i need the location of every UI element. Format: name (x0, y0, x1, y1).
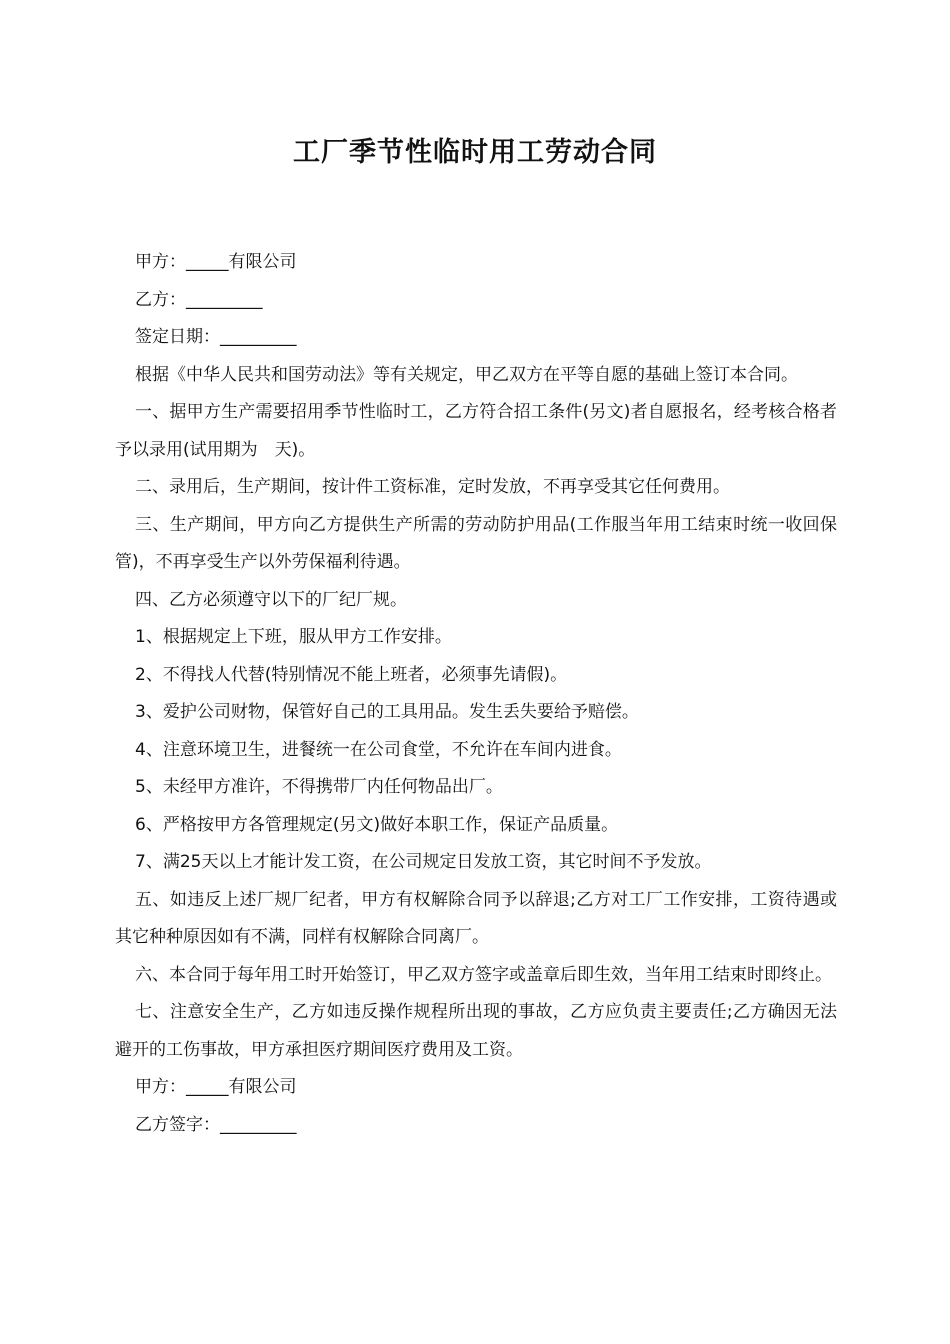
rule-item: 6、严格按甲方各管理规定(另文)做好本职工作，保证产品质量。 (135, 814, 619, 835)
signature-party-b: 乙方签字：_________ (135, 1114, 297, 1135)
signing-date-line: 签定日期：_________ (135, 327, 297, 347)
clause-7: 七、注意安全生产，乙方如违反操作规程所出现的事故，乙方应负责主要责任;乙方确因无法避开的工伤事故，甲方承担医疗期间医疗费用及工资。 (115, 1002, 837, 1060)
clause-2: 二、录用后，生产期间，按计件工资标准，定时发放，不再享受其它任何费用。 (135, 477, 730, 497)
party-a-line: 甲方：_____有限公司 (135, 252, 297, 272)
preamble-paragraph: 根据《中华人民共和国劳动法》等有关规定，甲乙双方在平等自愿的基础上签订本合同。 (135, 364, 798, 385)
clause-4: 四、乙方必须遵守以下的厂纪厂规。 (135, 589, 407, 610)
rule-item: 7、满25天以上才能计发工资，在公司规定日发放工资，其它时间不予发放。 (135, 852, 712, 872)
document-body (115, 244, 837, 1144)
rule-item: 4、注意环境卫生，进餐统一在公司食堂，不允许在车间内进食。 (135, 739, 622, 760)
clause-1: 一、据甲方生产需要招用季节性临时工，乙方符合招工条件(另文)者自愿报名，经考核合格者予以录用(试用期为 天)。 (115, 402, 837, 460)
signature-party-a: 甲方：_____有限公司 (135, 1077, 297, 1097)
rule-item: 5、未经甲方准许，不得携带厂内任何物品出厂。 (135, 777, 503, 797)
rule-item: 2、不得找人代替(特别情况不能上班者，必须事先请假)。 (135, 664, 568, 685)
clause-5: 五、如违反上述厂规厂纪者，甲方有权解除合同予以辞退;乙方对工厂工作安排，工资待遇或其它种种原因如有不满，同样有权解除合同离厂。 (115, 889, 837, 947)
rule-item: 3、爱护公司财物，保管好自己的工具用品。发生丢失要给予赔偿。 (135, 702, 639, 722)
clause-6: 六、本合同于每年用工时开始签订，甲乙双方签字或盖章后即生效，当年用工结束时即终止。 (135, 964, 832, 985)
rule-item: 1、根据规定上下班，服从甲方工作安排。 (135, 627, 452, 647)
clause-3: 三、生产期间，甲方向乙方提供生产所需的劳动防护用品(工作服当年用工结束时统一收回保管)，不再享受生产以外劳保福利待遇。 (115, 514, 837, 572)
document-title: 工厂季节性临时用工劳动合同 (293, 137, 657, 168)
party-b-line: 乙方：_________ (135, 289, 263, 310)
